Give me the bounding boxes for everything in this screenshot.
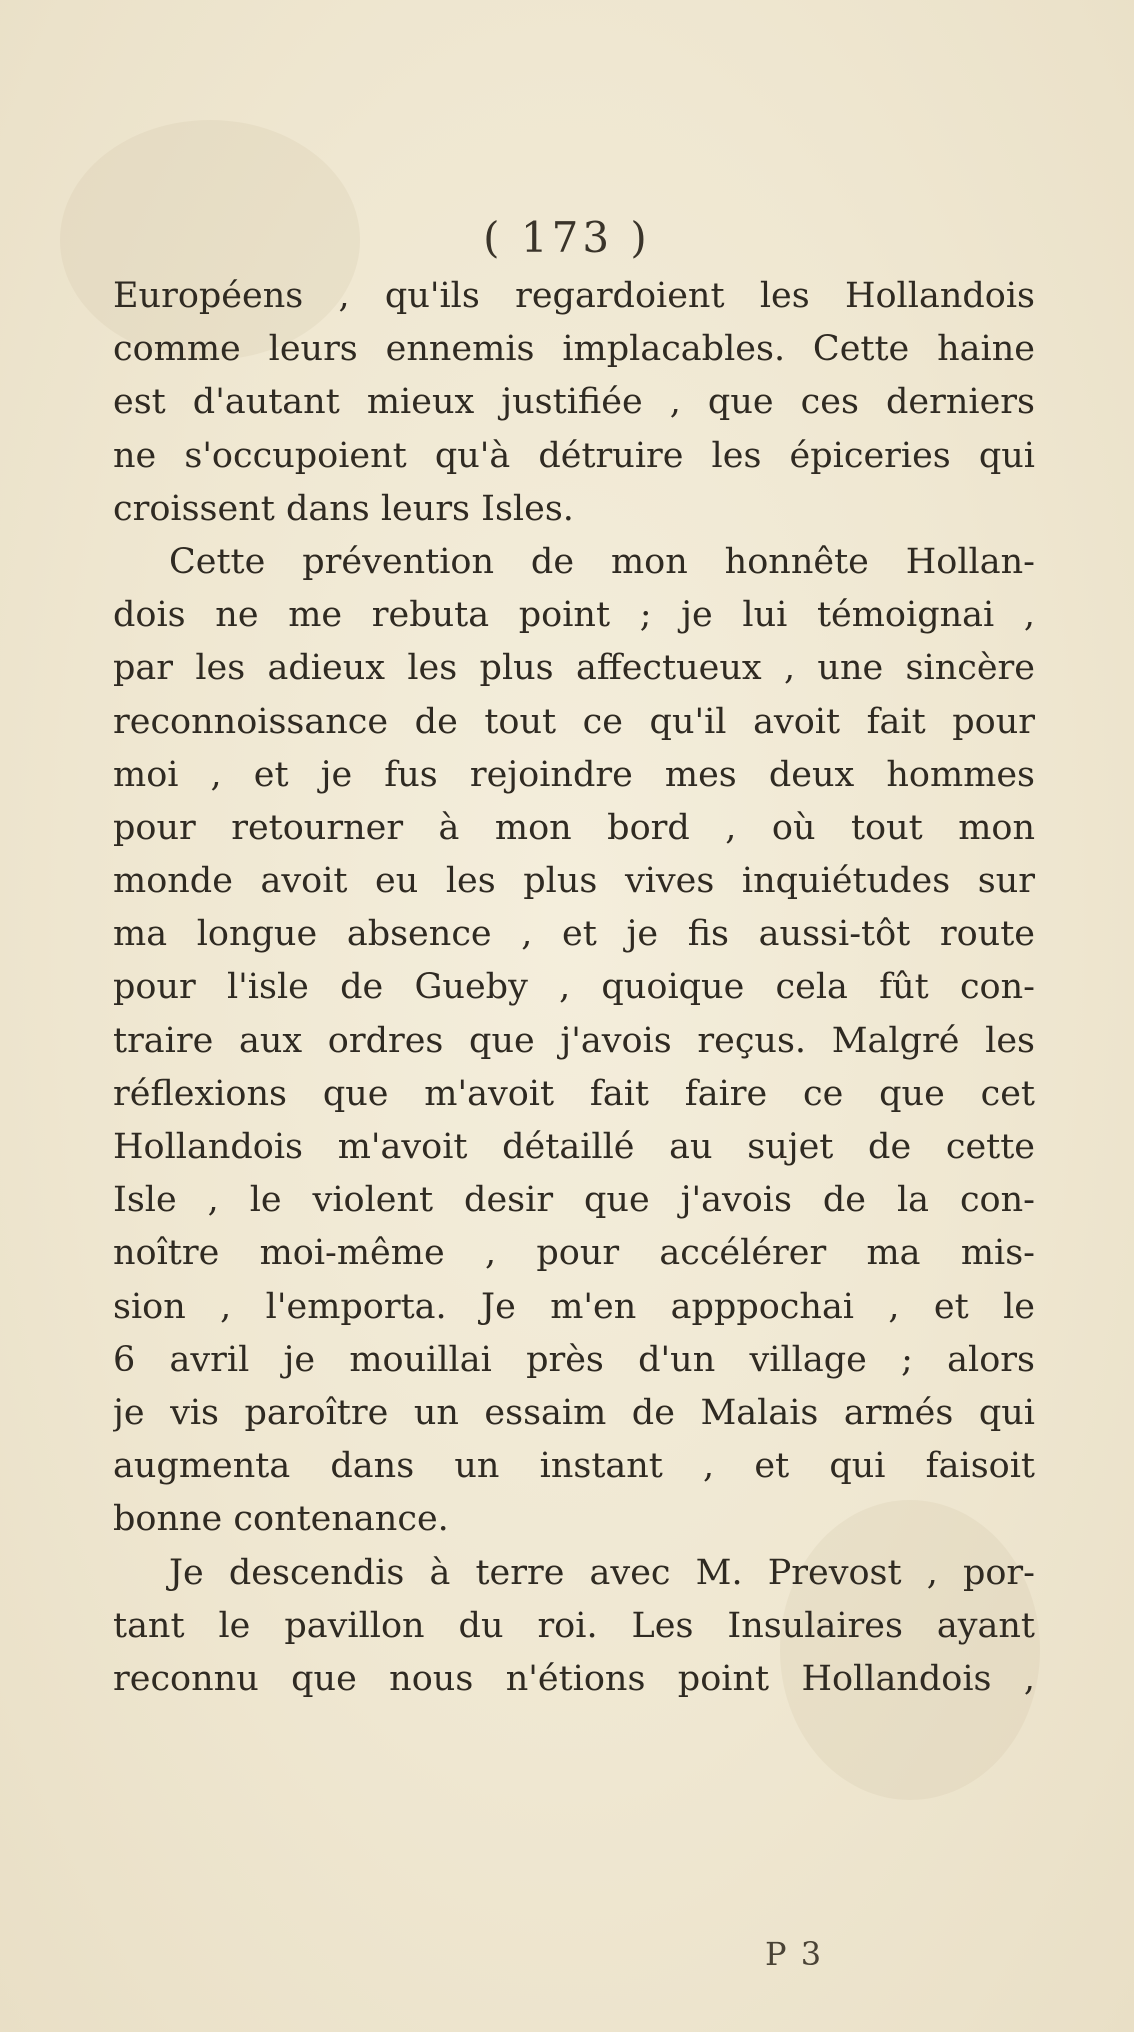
text-line: Européens , qu'ils regardoient les Hollandois	[113, 276, 1035, 316]
text-line: reconnoissance de tout ce qu'il avoit fait pour	[113, 701, 1035, 742]
text-line: Isle , le violent desir que j'avois de la con-	[113, 1180, 1035, 1221]
text-line: réflexions que m'avoit fait faire ce que cet	[113, 1073, 1035, 1114]
text-line: Je descendis à terre avec M. Prevost , por-	[169, 1552, 1035, 1593]
body-text	[113, 270, 1035, 1706]
text-line: noître moi-même , pour accélérer ma mis-	[113, 1233, 1035, 1274]
text-line: tant le pavillon du roi. Les Insulaires ayant	[113, 1605, 1035, 1646]
text-line: par les adieux les plus affectueux , une sincère	[113, 648, 1035, 689]
text-line: bonne contenance.	[113, 1499, 449, 1540]
text-line: dois ne me rebuta point ; je lui témoignai ,	[113, 595, 1035, 636]
text-line: croissent dans leurs Isles.	[113, 488, 574, 529]
text-line: augmenta dans un instant , et qui faisoit	[113, 1446, 1035, 1487]
text-line: comme leurs ennemis implacables. Cette haine	[113, 329, 1035, 370]
text-line: moi , et je fus rejoindre mes deux hommes	[113, 754, 1035, 795]
text-line: traire aux ordres que j'avois reçus. Malgré les	[113, 1020, 1035, 1061]
text-line: monde avoit eu les plus vives inquiétudes sur	[113, 861, 1035, 902]
text-line: est d'autant mieux justifiée , que ces derniers	[113, 382, 1035, 423]
text-line: pour retourner à mon bord , où tout mon	[113, 807, 1035, 848]
signature-mark: P 3	[765, 1935, 824, 1973]
text-line: reconnu que nous n'étions point Hollandois ,	[113, 1658, 1035, 1699]
text-line: sion , l'emporta. Je m'en apppochai , et le	[113, 1286, 1035, 1327]
text-line: Hollandois m'avoit détaillé au sujet de cette	[113, 1127, 1035, 1167]
text-line: ne s'occupoient qu'à détruire les épiceries qui	[113, 435, 1035, 476]
text-line: je vis paroître un essaim de Malais armés qui	[113, 1392, 1035, 1433]
text-line: ma longue absence , et je fis aussi-tôt route	[113, 914, 1035, 955]
text-line: 6 avril je mouillai près d'un village ; alors	[113, 1339, 1035, 1380]
text-line: pour l'isle de Gueby , quoique cela fût con-	[113, 967, 1035, 1008]
text-line: Cette prévention de mon honnête Hollan-	[169, 541, 1035, 582]
page-number: ( 173 )	[483, 213, 651, 262]
